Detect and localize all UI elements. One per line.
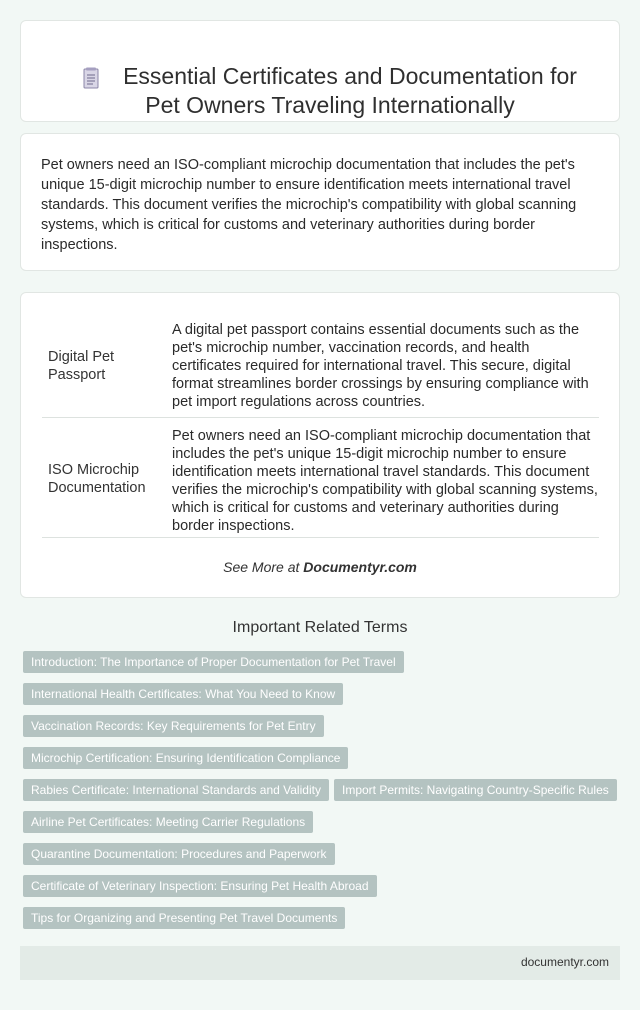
description-cell: A digital pet passport contains essential documents such as the pet's microchip number, vaccination records, and health certificates required for international travel. This secure, digital format streamlines border crossings by ensuring compliance with pet import regulations across countries. <box>172 322 589 410</box>
related-term-tag[interactable]: Certificate of Veterinary Inspection: Ensuring Pet Health Abroad <box>23 875 377 897</box>
term-cell: Digital Pet Passport <box>48 349 115 383</box>
description-cell: Pet owners need an ISO-compliant microchip documentation that includes the pet's unique 15-digit microchip number to ensure identification meets international travel standards. This document verifies the microchip's compatibility with global scanning systems, which is critical for customs and veterinary authorities during border inspections. <box>172 428 598 534</box>
footer <box>20 946 620 980</box>
see-more <box>21 559 619 575</box>
related-term-tag[interactable]: Import Permits: Navigating Country-Specific Rules <box>334 779 617 801</box>
table-row <box>42 419 599 538</box>
page-title-line-1: Essential Certificates and Documentation for <box>123 63 577 89</box>
footer-site-link[interactable]: documentyr.com <box>520 955 609 969</box>
page-title-line-2: Pet Owners Traveling Internationally <box>145 92 515 118</box>
intro-paragraph: Pet owners need an ISO-compliant microchip documentation that includes the pet's unique 15-digit microchip number to ensure identification meets international travel standards. This document verifies the microchip's compatibility with global scanning systems, which is critical for customs and veterinary authorities during border inspections. <box>41 157 577 253</box>
title-card <box>20 20 620 122</box>
related-term-tag[interactable]: Rabies Certificate: International Standards and Validity <box>23 779 329 801</box>
table-row <box>42 311 599 418</box>
page-title <box>111 62 589 120</box>
intro-card <box>20 133 620 271</box>
related-term-tag[interactable]: International Health Certificates: What You Need to Know <box>23 683 343 705</box>
related-term-tag[interactable]: Airline Pet Certificates: Meeting Carrier Regulations <box>23 811 313 833</box>
related-term-tag[interactable]: Introduction: The Importance of Proper Documentation for Pet Travel <box>23 651 404 673</box>
definitions-card <box>20 292 620 598</box>
related-term-tag[interactable]: Tips for Organizing and Presenting Pet Travel Documents <box>23 907 345 929</box>
term-cell: ISO Microchip Documentation <box>48 462 146 496</box>
see-more-link[interactable]: Documentyr.com <box>303 559 417 575</box>
see-more-prefix: See More at <box>223 559 304 575</box>
related-terms-heading: Important Related Terms <box>232 619 408 636</box>
related-term-tag[interactable]: Quarantine Documentation: Procedures and Paperwork <box>23 843 335 865</box>
related-term-tag[interactable]: Vaccination Records: Key Requirements for Pet Entry <box>23 715 324 737</box>
related-term-tag[interactable]: Microchip Certification: Ensuring Identification Compliance <box>23 747 348 769</box>
document-icon <box>81 67 101 91</box>
